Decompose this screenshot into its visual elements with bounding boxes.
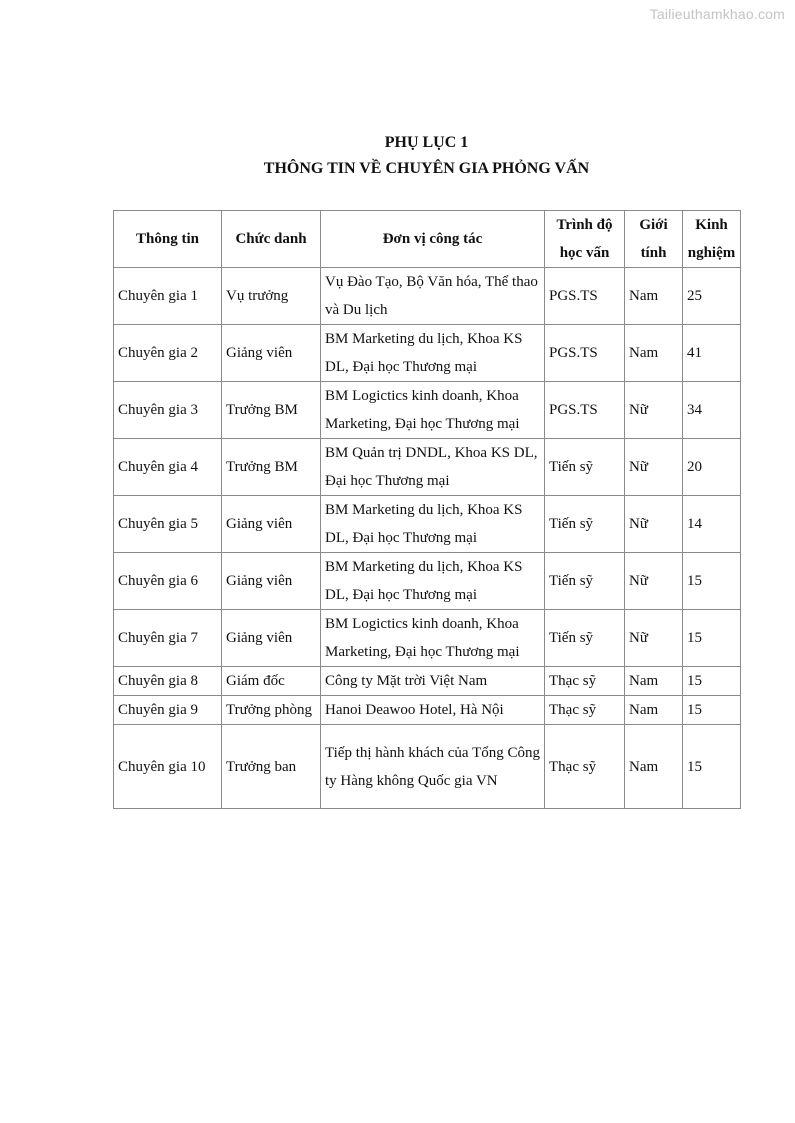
workplace-cell: Hanoi Deawoo Hotel, Hà Nội [321,696,545,725]
position-cell: Trưởng ban [222,725,321,809]
experience-cell: 15 [683,610,741,667]
education-cell: PGS.TS [545,268,625,325]
position-cell: Giám đốc [222,667,321,696]
experience-cell: 41 [683,325,741,382]
education-cell: Thạc sỹ [545,667,625,696]
education-cell: Tiến sỹ [545,439,625,496]
position-cell: Trưởng phòng [222,696,321,725]
header-experience: Kinh nghiệm [683,211,741,268]
table-row [114,610,741,667]
position-cell: Giảng viên [222,496,321,553]
workplace-cell: BM Marketing du lịch, Khoa KS DL, Đại học Thương mại [321,553,545,610]
position-cell: Trưởng BM [222,382,321,439]
expert-name-cell: Chuyên gia 2 [114,325,222,382]
workplace-cell: Tiếp thị hành khách của Tổng Công ty Hàng không Quốc gia VN [321,725,545,809]
position-cell: Giảng viên [222,553,321,610]
position-cell: Giảng viên [222,325,321,382]
header-info: Thông tin [114,211,222,268]
header-gender: Giới tính [625,211,683,268]
workplace-cell: BM Logictics kinh doanh, Khoa Marketing, Đại học Thương mại [321,610,545,667]
gender-cell: Nữ [625,553,683,610]
gender-cell: Nam [625,725,683,809]
education-cell: Tiến sỹ [545,610,625,667]
table-row [114,667,741,696]
education-cell: Thạc sỹ [545,725,625,809]
header-position: Chức danh [222,211,321,268]
workplace-cell: BM Logictics kinh doanh, Khoa Marketing, Đại học Thương mại [321,382,545,439]
gender-cell: Nữ [625,439,683,496]
expert-name-cell: Chuyên gia 3 [114,382,222,439]
table-row [114,496,741,553]
header-education: Trình độ học vấn [545,211,625,268]
experience-cell: 15 [683,553,741,610]
education-cell: PGS.TS [545,382,625,439]
position-cell: Giảng viên [222,610,321,667]
gender-cell: Nữ [625,610,683,667]
table-header-row [114,211,741,268]
header-workplace: Đơn vị công tác [321,211,545,268]
gender-cell: Nữ [625,496,683,553]
expert-name-cell: Chuyên gia 9 [114,696,222,725]
gender-cell: Nam [625,325,683,382]
expert-name-cell: Chuyên gia 8 [114,667,222,696]
gender-cell: Nam [625,268,683,325]
expert-name-cell: Chuyên gia 6 [114,553,222,610]
table-row [114,268,741,325]
experience-cell: 25 [683,268,741,325]
appendix-title: PHỤ LỤC 1 [384,134,469,151]
expert-name-cell: Chuyên gia 4 [114,439,222,496]
expert-name-cell: Chuyên gia 7 [114,610,222,667]
position-cell: Trưởng BM [222,439,321,496]
expert-table [113,210,741,809]
gender-cell: Nam [625,667,683,696]
table-row [114,553,741,610]
gender-cell: Nữ [625,382,683,439]
watermark: Tailieuthamkhao.com [649,6,785,22]
page-title: THÔNG TIN VỀ CHUYÊN GIA PHỎNG VẤN [263,160,590,177]
experience-cell: 14 [683,496,741,553]
experience-cell: 20 [683,439,741,496]
education-cell: Tiến sỹ [545,553,625,610]
workplace-cell: BM Marketing du lịch, Khoa KS DL, Đại học Thương mại [321,325,545,382]
expert-name-cell: Chuyên gia 1 [114,268,222,325]
workplace-cell: BM Marketing du lịch, Khoa KS DL, Đại học Thương mại [321,496,545,553]
education-cell: PGS.TS [545,325,625,382]
table-row [114,725,741,809]
workplace-cell: Công ty Mặt trời Việt Nam [321,667,545,696]
table-row [114,325,741,382]
education-cell: Thạc sỹ [545,696,625,725]
workplace-cell: BM Quản trị DNDL, Khoa KS DL, Đại học Thương mại [321,439,545,496]
table-row [114,439,741,496]
expert-name-cell: Chuyên gia 10 [114,725,222,809]
experience-cell: 15 [683,696,741,725]
table-row [114,382,741,439]
table-row [114,696,741,725]
position-cell: Vụ trưởng [222,268,321,325]
experience-cell: 34 [683,382,741,439]
gender-cell: Nam [625,696,683,725]
education-cell: Tiến sỹ [545,496,625,553]
experience-cell: 15 [683,725,741,809]
workplace-cell: Vụ Đào Tạo, Bộ Văn hóa, Thể thao và Du lịch [321,268,545,325]
experience-cell: 15 [683,667,741,696]
expert-name-cell: Chuyên gia 5 [114,496,222,553]
